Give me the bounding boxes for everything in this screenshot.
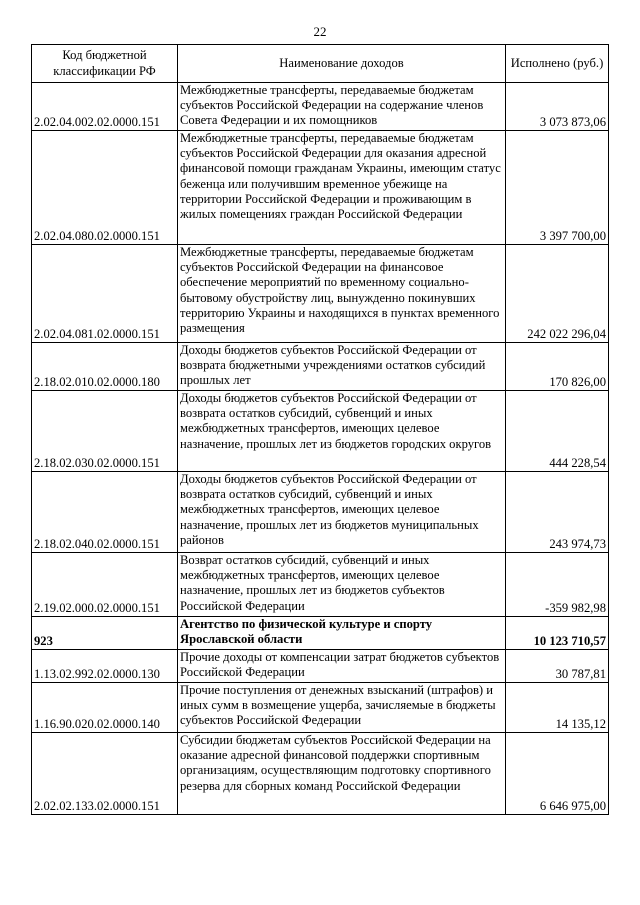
row-name: Доходы бюджетов субъектов Российской Федерации от возврата бюджетными учреждениями остатков субсидий прошлых лет	[178, 343, 506, 391]
row-code: 1.13.02.992.02.0000.130	[32, 650, 178, 683]
table-row	[32, 553, 609, 617]
row-amount: 170 826,00	[506, 343, 609, 391]
table-row	[32, 733, 609, 815]
row-amount: 3 073 873,06	[506, 83, 609, 131]
row-code: 1.16.90.020.02.0000.140	[32, 683, 178, 733]
row-code: 2.18.02.030.02.0000.151	[32, 391, 178, 472]
row-amount: 10 123 710,57	[506, 617, 609, 650]
table-row	[32, 472, 609, 553]
table-row	[32, 83, 609, 131]
row-code: 2.18.02.010.02.0000.180	[32, 343, 178, 391]
row-amount: 3 397 700,00	[506, 131, 609, 245]
header-amount: Исполнено (руб.)	[506, 45, 609, 83]
row-code: 2.02.04.081.02.0000.151	[32, 245, 178, 343]
table-row	[32, 245, 609, 343]
row-amount: -359 982,98	[506, 553, 609, 617]
table-row-agency	[32, 617, 609, 650]
row-name: Возврат остатков субсидий, субвенций и иных межбюджетных трансфертов, имеющих целевое назначение, прошлых лет из бюджетов субъектов Российской Федерации	[178, 553, 506, 617]
row-amount: 242 022 296,04	[506, 245, 609, 343]
row-amount: 14 135,12	[506, 683, 609, 733]
row-code: 2.19.02.000.02.0000.151	[32, 553, 178, 617]
row-code: 2.18.02.040.02.0000.151	[32, 472, 178, 553]
row-name: Субсидии бюджетам субъектов Российской Федерации на оказание адресной финансовой поддержки спортивным организациям, осуществляющим подготовку спортивного резерва для сборных команд Российской Федерации	[178, 733, 506, 815]
row-code: 2.02.04.080.02.0000.151	[32, 131, 178, 245]
table-row	[32, 650, 609, 683]
page-number: 22	[313, 24, 327, 39]
row-amount: 444 228,54	[506, 391, 609, 472]
table-header-row	[32, 45, 609, 83]
row-name: Межбюджетные трансферты, передаваемые бюджетам субъектов Российской Федерации на финансовое обеспечение мероприятий по временному социально-бытовому обустройству лиц, вынужденно покинувших территорию Украины и находящихся в пунктах временного размещения	[178, 245, 506, 343]
row-code: 2.02.04.002.02.0000.151	[32, 83, 178, 131]
row-name: Прочие доходы от компенсации затрат бюджетов субъектов Российской Федерации	[178, 650, 506, 683]
row-name: Межбюджетные трансферты, передаваемые бюджетам субъектов Российской Федерации для оказания адресной финансовой помощи гражданам Украины, имеющим статус беженца или получившим временное убежище на территории Российской Федерации и проживающим в жилых помещениях граждан Российской Федерации	[178, 131, 506, 245]
row-name: Прочие поступления от денежных взысканий (штрафов) и иных сумм в возмещение ущерба, зачисляемые в бюджеты субъектов Российской Федерации	[178, 683, 506, 733]
row-amount: 30 787,81	[506, 650, 609, 683]
table-row	[32, 683, 609, 733]
table-row	[32, 343, 609, 391]
table-row	[32, 391, 609, 472]
header-name: Наименование доходов	[178, 45, 506, 83]
header-code: Код бюджетной классификации РФ	[32, 45, 178, 83]
row-name: Агентство по физической культуре и спорту Ярославской области	[178, 617, 506, 650]
row-name: Межбюджетные трансферты, передаваемые бюджетам субъектов Российской Федерации на содержание членов Совета Федерации и их помощников	[178, 83, 506, 131]
row-code: 2.02.02.133.02.0000.151	[32, 733, 178, 815]
row-amount: 6 646 975,00	[506, 733, 609, 815]
revenue-table	[31, 44, 609, 815]
row-name: Доходы бюджетов субъектов Российской Федерации от возврата остатков субсидий, субвенций и иных межбюджетных трансфертов, имеющих целевое назначение, прошлых лет из бюджетов городских округов	[178, 391, 506, 472]
row-amount: 243 974,73	[506, 472, 609, 553]
table-row	[32, 131, 609, 245]
row-name: Доходы бюджетов субъектов Российской Федерации от возврата остатков субсидий, субвенций и иных межбюджетных трансфертов, имеющих целевое назначение, прошлых лет из бюджетов муниципальных районов	[178, 472, 506, 553]
row-code: 923	[32, 617, 178, 650]
